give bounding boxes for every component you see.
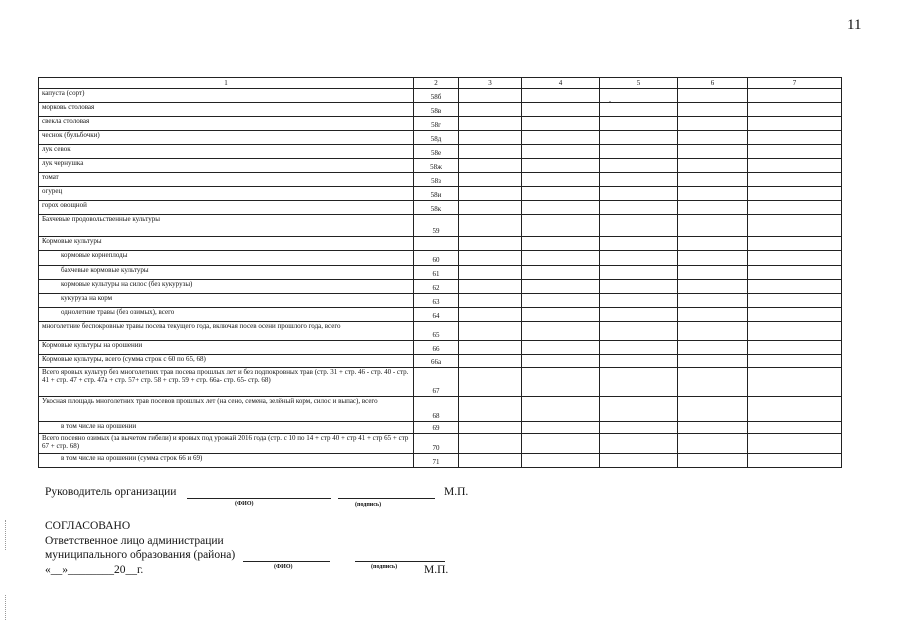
value-cell-col-6[interactable] bbox=[678, 103, 748, 117]
value-cell-col-3[interactable] bbox=[459, 368, 522, 397]
table-row bbox=[39, 422, 842, 434]
value-cell-col-4[interactable] bbox=[522, 159, 600, 173]
table-row bbox=[39, 131, 842, 145]
value-cell-col-7[interactable] bbox=[748, 103, 842, 117]
value-cell-col-7[interactable] bbox=[748, 266, 842, 280]
row-label: капуста (сорт) bbox=[39, 89, 414, 103]
value-cell-col-3[interactable] bbox=[459, 397, 522, 422]
value-cell-col-7[interactable] bbox=[748, 434, 842, 454]
value-cell-col-4[interactable] bbox=[522, 355, 600, 368]
table-row bbox=[39, 187, 842, 201]
row-label: Всего посеяно озимых (за вычетом гибели) и яровых под урожай 2016 года (стр. с 10 по 14 + стр 40 + стр 41 + стр 65 + стр 67 + стр. 68) bbox=[39, 434, 414, 454]
row-code bbox=[414, 237, 459, 251]
value-cell-col-7[interactable] bbox=[748, 422, 842, 434]
column-header: 6 bbox=[678, 78, 748, 89]
value-cell-col-5[interactable] bbox=[600, 117, 678, 131]
value-cell-col-5[interactable] bbox=[600, 145, 678, 159]
value-cell-col-6[interactable] bbox=[678, 251, 748, 266]
table-header-row bbox=[39, 78, 842, 89]
value-cell-col-7[interactable] bbox=[748, 294, 842, 308]
row-code: 58в bbox=[414, 103, 459, 117]
table-row bbox=[39, 368, 842, 397]
value-cell-col-7[interactable] bbox=[748, 89, 842, 103]
table-row bbox=[39, 341, 842, 355]
row-label: Укосная площадь многолетних трав посевов прошлых лет (на сено, семена, зелёный корм, силос и выпас), всего bbox=[39, 397, 414, 422]
column-header: 3 bbox=[459, 78, 522, 89]
table-row bbox=[39, 266, 842, 280]
value-cell-col-4[interactable] bbox=[522, 103, 600, 117]
signature-caption: (подпись) bbox=[355, 502, 382, 508]
table-row bbox=[39, 173, 842, 187]
punch-edge-marks bbox=[5, 520, 8, 550]
row-label: Кормовые культуры bbox=[39, 237, 414, 251]
value-cell-col-3[interactable] bbox=[459, 103, 522, 117]
value-cell-col-7[interactable] bbox=[748, 397, 842, 422]
value-cell-col-5[interactable] bbox=[600, 341, 678, 355]
fio-caption: (ФИО) bbox=[235, 501, 254, 507]
value-cell-col-5[interactable] bbox=[600, 266, 678, 280]
row-code: 71 bbox=[414, 454, 459, 468]
value-cell-col-7[interactable] bbox=[748, 159, 842, 173]
table-row bbox=[39, 434, 842, 454]
value-cell-col-5[interactable] bbox=[600, 173, 678, 187]
row-label: томат bbox=[39, 173, 414, 187]
table-row bbox=[39, 237, 842, 251]
value-cell-col-3[interactable] bbox=[459, 159, 522, 173]
value-cell-col-5[interactable] bbox=[600, 368, 678, 397]
value-cell-col-4[interactable] bbox=[522, 308, 600, 322]
value-cell-col-5[interactable] bbox=[600, 187, 678, 201]
value-cell-col-4[interactable] bbox=[522, 145, 600, 159]
value-cell-col-3[interactable] bbox=[459, 266, 522, 280]
row-code: 66 bbox=[414, 341, 459, 355]
column-header: 7 bbox=[748, 78, 842, 89]
value-cell-col-5[interactable] bbox=[600, 159, 678, 173]
row-code: 64 bbox=[414, 308, 459, 322]
value-cell-col-7[interactable] bbox=[748, 117, 842, 131]
value-cell-col-4[interactable] bbox=[522, 187, 600, 201]
value-cell-col-4[interactable] bbox=[522, 173, 600, 187]
value-cell-col-7[interactable] bbox=[748, 280, 842, 294]
value-cell-col-4[interactable] bbox=[522, 251, 600, 266]
value-cell-col-4[interactable] bbox=[522, 341, 600, 355]
row-code: 67 bbox=[414, 368, 459, 397]
value-cell-col-5[interactable] bbox=[600, 294, 678, 308]
row-label: морковь столовая bbox=[39, 103, 414, 117]
value-cell-col-6[interactable] bbox=[678, 237, 748, 251]
value-cell-col-4[interactable] bbox=[522, 131, 600, 145]
table-row bbox=[39, 454, 842, 468]
row-label: однолетние травы (без озимых), всего bbox=[39, 308, 414, 322]
table-row bbox=[39, 103, 842, 117]
value-cell-col-3[interactable] bbox=[459, 434, 522, 454]
value-cell-col-6[interactable] bbox=[678, 159, 748, 173]
value-cell-col-4[interactable] bbox=[522, 397, 600, 422]
value-cell-col-6[interactable] bbox=[678, 145, 748, 159]
value-cell-col-3[interactable] bbox=[459, 308, 522, 322]
row-label: бахчевые кормовые культуры bbox=[39, 266, 414, 280]
row-code: 65 bbox=[414, 322, 459, 341]
value-cell-col-3[interactable] bbox=[459, 117, 522, 131]
column-header: 5 bbox=[600, 78, 678, 89]
row-code: 62 bbox=[414, 280, 459, 294]
signature-line[interactable] bbox=[338, 498, 435, 499]
row-code: 63 bbox=[414, 294, 459, 308]
page-number: 11 bbox=[847, 17, 862, 33]
punch-edge-marks bbox=[5, 595, 8, 620]
row-label: свекла столовая bbox=[39, 117, 414, 131]
table-row bbox=[39, 294, 842, 308]
value-cell-col-4[interactable] bbox=[522, 237, 600, 251]
crop-area-table bbox=[38, 77, 842, 468]
row-code: 69 bbox=[414, 422, 459, 434]
value-cell-col-3[interactable] bbox=[459, 422, 522, 434]
fio-line-2[interactable] bbox=[243, 561, 330, 562]
value-cell-col-4[interactable] bbox=[522, 215, 600, 237]
value-cell-col-7[interactable] bbox=[748, 201, 842, 215]
value-cell-col-4[interactable] bbox=[522, 454, 600, 468]
table-row bbox=[39, 215, 842, 237]
value-cell-col-6[interactable] bbox=[678, 434, 748, 454]
value-cell-col-3[interactable] bbox=[459, 454, 522, 468]
value-cell-col-6[interactable] bbox=[678, 308, 748, 322]
row-label: лук севок bbox=[39, 145, 414, 159]
value-cell-col-6[interactable] bbox=[678, 187, 748, 201]
row-code: 58к bbox=[414, 201, 459, 215]
value-cell-col-5[interactable] bbox=[600, 201, 678, 215]
value-cell-col-4[interactable] bbox=[522, 280, 600, 294]
value-cell-col-5[interactable] bbox=[600, 422, 678, 434]
value-cell-col-7[interactable] bbox=[748, 131, 842, 145]
row-code: 59 bbox=[414, 215, 459, 237]
value-cell-col-7[interactable] bbox=[748, 251, 842, 266]
row-label: лук чернушка bbox=[39, 159, 414, 173]
value-cell-col-4[interactable] bbox=[522, 434, 600, 454]
value-cell-col-5[interactable] bbox=[600, 434, 678, 454]
value-cell-col-7[interactable] bbox=[748, 355, 842, 368]
value-cell-col-3[interactable] bbox=[459, 215, 522, 237]
table-row bbox=[39, 322, 842, 341]
fio-line[interactable] bbox=[187, 498, 331, 499]
value-cell-col-4[interactable] bbox=[522, 89, 600, 103]
value-cell-col-4[interactable] bbox=[522, 201, 600, 215]
value-cell-col-7[interactable] bbox=[748, 368, 842, 397]
table-row bbox=[39, 280, 842, 294]
signature-caption-2: (подпись) bbox=[371, 564, 398, 570]
row-code: 58ж bbox=[414, 159, 459, 173]
head-label: Руководитель организации bbox=[45, 486, 177, 498]
responsible-line-2: муниципального образования (района) bbox=[45, 549, 236, 561]
value-cell-col-6[interactable] bbox=[678, 454, 748, 468]
table-row bbox=[39, 145, 842, 159]
table-row bbox=[39, 89, 842, 103]
value-cell-col-5[interactable] bbox=[600, 280, 678, 294]
row-label: Всего яровых культур без многолетних трав посева прошлых лет и без подпокровных трав (стр. 31 + стр. 46 - стр. 40 - стр. 41 + стр. 47 + стр. 47а + стр. 57+ стр. 58 + стр. 59 + стр. 66а- стр. 65- стр. 68) bbox=[39, 368, 414, 397]
row-label: огурец bbox=[39, 187, 414, 201]
value-cell-col-5[interactable] bbox=[600, 215, 678, 237]
table-row bbox=[39, 117, 842, 131]
value-cell-col-6[interactable] bbox=[678, 89, 748, 103]
table-row bbox=[39, 397, 842, 422]
value-cell-col-7[interactable] bbox=[748, 454, 842, 468]
row-code: 68 bbox=[414, 397, 459, 422]
date-line[interactable]: «__»________20__г. bbox=[45, 564, 144, 576]
value-cell-col-4[interactable] bbox=[522, 266, 600, 280]
row-label: кукуруза на корм bbox=[39, 294, 414, 308]
table-body bbox=[39, 89, 842, 468]
row-code: 58и bbox=[414, 187, 459, 201]
row-code: 58д bbox=[414, 131, 459, 145]
value-cell-col-3[interactable] bbox=[459, 355, 522, 368]
value-cell-col-5[interactable] bbox=[600, 355, 678, 368]
value-cell-col-3[interactable] bbox=[459, 187, 522, 201]
value-cell-col-3[interactable] bbox=[459, 201, 522, 215]
value-cell-col-5[interactable] bbox=[600, 89, 678, 103]
value-cell-col-6[interactable] bbox=[678, 117, 748, 131]
value-cell-col-6[interactable] bbox=[678, 215, 748, 237]
value-cell-col-5[interactable] bbox=[600, 237, 678, 251]
row-label: чеснок (бульбочки) bbox=[39, 131, 414, 145]
value-cell-col-5[interactable] bbox=[600, 131, 678, 145]
column-header: 2 bbox=[414, 78, 459, 89]
value-cell-col-7[interactable] bbox=[748, 308, 842, 322]
value-cell-col-3[interactable] bbox=[459, 280, 522, 294]
row-code: 70 bbox=[414, 434, 459, 454]
value-cell-col-6[interactable] bbox=[678, 397, 748, 422]
value-cell-col-6[interactable] bbox=[678, 341, 748, 355]
agreed-title: СОГЛАСОВАНО bbox=[45, 520, 131, 532]
mp-label: М.П. bbox=[444, 486, 469, 498]
column-header: 4 bbox=[522, 78, 600, 89]
row-code: 58е bbox=[414, 145, 459, 159]
mp-label-2: М.П. bbox=[424, 564, 449, 576]
value-cell-col-5[interactable] bbox=[600, 454, 678, 468]
value-cell-col-6[interactable] bbox=[678, 266, 748, 280]
value-cell-col-6[interactable] bbox=[678, 355, 748, 368]
row-label: Бахчевые продовольственные культуры bbox=[39, 215, 414, 237]
value-cell-col-3[interactable] bbox=[459, 294, 522, 308]
row-label: в том числе на орошении (сумма строк 66 и 69) bbox=[39, 454, 414, 468]
value-cell-col-4[interactable] bbox=[522, 368, 600, 397]
row-label: многолетние беспокровные травы посева текущего года, включая посев осени прошлого года, всего bbox=[39, 322, 414, 341]
value-cell-col-3[interactable] bbox=[459, 341, 522, 355]
fio-caption-2: (ФИО) bbox=[274, 564, 293, 570]
row-label: в том числе на орошении bbox=[39, 422, 414, 434]
value-cell-col-7[interactable] bbox=[748, 173, 842, 187]
value-cell-col-7[interactable] bbox=[748, 145, 842, 159]
value-cell-col-3[interactable] bbox=[459, 173, 522, 187]
value-cell-col-6[interactable] bbox=[678, 131, 748, 145]
table-row bbox=[39, 159, 842, 173]
value-cell-col-5[interactable] bbox=[600, 103, 678, 117]
signature-line-2[interactable] bbox=[355, 561, 445, 562]
value-cell-col-3[interactable] bbox=[459, 145, 522, 159]
value-cell-col-3[interactable] bbox=[459, 322, 522, 341]
value-cell-col-4[interactable] bbox=[522, 294, 600, 308]
responsible-line-1: Ответственное лицо администрации bbox=[45, 535, 224, 547]
row-code: 66а bbox=[414, 355, 459, 368]
row-code: 58з bbox=[414, 173, 459, 187]
column-header: 1 bbox=[39, 78, 414, 89]
table-row bbox=[39, 251, 842, 266]
row-code: 61 bbox=[414, 266, 459, 280]
value-cell-col-3[interactable] bbox=[459, 89, 522, 103]
value-cell-col-4[interactable] bbox=[522, 422, 600, 434]
value-cell-col-7[interactable] bbox=[748, 187, 842, 201]
value-cell-col-6[interactable] bbox=[678, 280, 748, 294]
value-cell-col-6[interactable] bbox=[678, 173, 748, 187]
table-row bbox=[39, 201, 842, 215]
value-cell-col-5[interactable] bbox=[600, 251, 678, 266]
value-cell-col-6[interactable] bbox=[678, 368, 748, 397]
row-label: Кормовые культуры, всего (сумма строк с 60 по 65, 68) bbox=[39, 355, 414, 368]
row-label: кормовые корнеплоды bbox=[39, 251, 414, 266]
row-code: 58г bbox=[414, 117, 459, 131]
value-cell-col-4[interactable] bbox=[522, 322, 600, 341]
row-code: 60 bbox=[414, 251, 459, 266]
value-cell-col-4[interactable] bbox=[522, 117, 600, 131]
value-cell-col-5[interactable] bbox=[600, 397, 678, 422]
value-cell-col-3[interactable] bbox=[459, 131, 522, 145]
value-cell-col-7[interactable] bbox=[748, 322, 842, 341]
table-row bbox=[39, 308, 842, 322]
row-label: горох овощной bbox=[39, 201, 414, 215]
stray-mark: . bbox=[609, 95, 611, 104]
value-cell-col-7[interactable] bbox=[748, 341, 842, 355]
row-label: Кормовые культуры на орошении bbox=[39, 341, 414, 355]
value-cell-col-6[interactable] bbox=[678, 422, 748, 434]
value-cell-col-7[interactable] bbox=[748, 237, 842, 251]
value-cell-col-5[interactable] bbox=[600, 322, 678, 341]
value-cell-col-5[interactable] bbox=[600, 308, 678, 322]
table-row bbox=[39, 355, 842, 368]
row-label: кормовые культуры на силос (без кукурузы) bbox=[39, 280, 414, 294]
value-cell-col-7[interactable] bbox=[748, 215, 842, 237]
value-cell-col-3[interactable] bbox=[459, 237, 522, 251]
row-code: 58б bbox=[414, 89, 459, 103]
value-cell-col-3[interactable] bbox=[459, 251, 522, 266]
value-cell-col-6[interactable] bbox=[678, 294, 748, 308]
value-cell-col-6[interactable] bbox=[678, 201, 748, 215]
value-cell-col-6[interactable] bbox=[678, 322, 748, 341]
